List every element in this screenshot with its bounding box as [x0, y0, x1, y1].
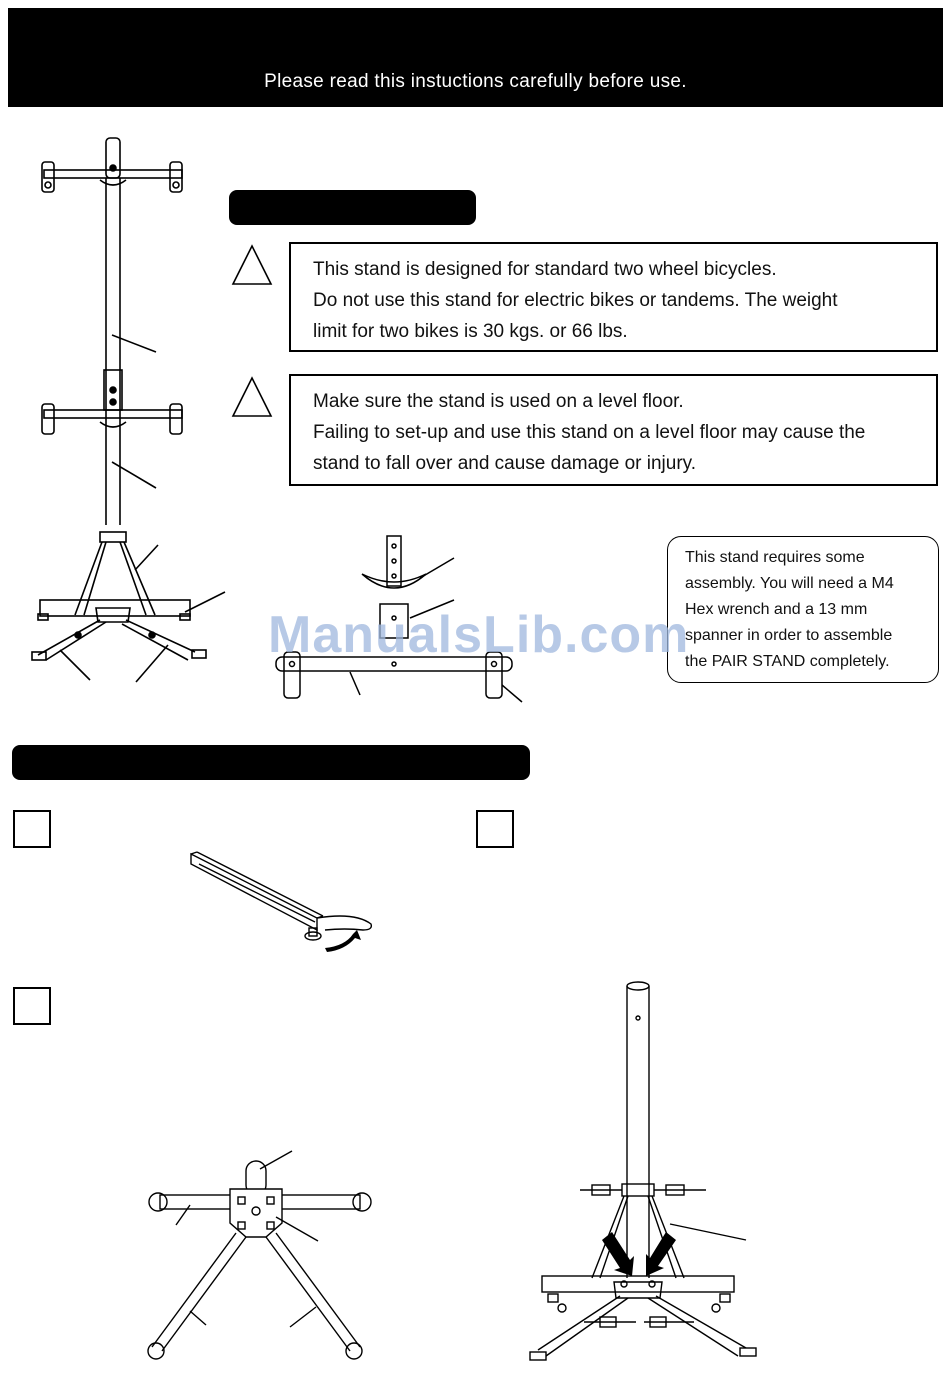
note-line: Hex wrench and a 13 mm — [685, 601, 868, 618]
warning-line: Make sure the stand is used on a level floor. — [313, 391, 684, 412]
note-line: This stand requires some — [685, 549, 865, 566]
watermark: ManualsLib.com — [268, 606, 690, 664]
warning-line: stand to fall over and cause damage or injury. — [313, 453, 697, 474]
warning-box-level-floor — [289, 374, 938, 486]
warning-triangle-icon — [231, 376, 273, 418]
warning-line: Do not use this stand for electric bikes or tandems. The weight — [313, 290, 838, 311]
note-line: assembly. You will need a M4 — [685, 575, 894, 592]
note-line: spanner in order to assemble — [685, 627, 893, 644]
warning-line: Failing to set-up and use this stand on a level floor may cause the — [313, 422, 866, 443]
step-box-2 — [476, 810, 514, 848]
note-line: the PAIR STAND completely. — [685, 653, 890, 670]
stand-overview-illustration — [20, 130, 240, 690]
header-bar — [8, 8, 943, 107]
base-leg-assembly-illustration — [140, 1145, 380, 1365]
warning-triangle-icon — [231, 244, 273, 286]
section-header-assembly — [12, 745, 530, 780]
warning-line: limit for two bikes is 30 kgs. or 66 lbs. — [313, 321, 628, 342]
step-box-1 — [13, 810, 51, 848]
base-bar-foot-illustration — [185, 850, 385, 960]
assembly-note — [667, 536, 939, 683]
rotate-arrow-icon — [325, 930, 361, 952]
section-header-warnings — [229, 190, 476, 225]
warning-box-bicycle-type — [289, 242, 938, 352]
pole-base-assembly-illustration — [520, 978, 760, 1370]
header-subtitle: Please read this instuctions carefully before use. — [264, 71, 687, 92]
step-box-3 — [13, 987, 51, 1025]
down-arrow-icon — [602, 1232, 676, 1276]
warning-line: This stand is designed for standard two wheel bicycles. — [313, 259, 777, 280]
